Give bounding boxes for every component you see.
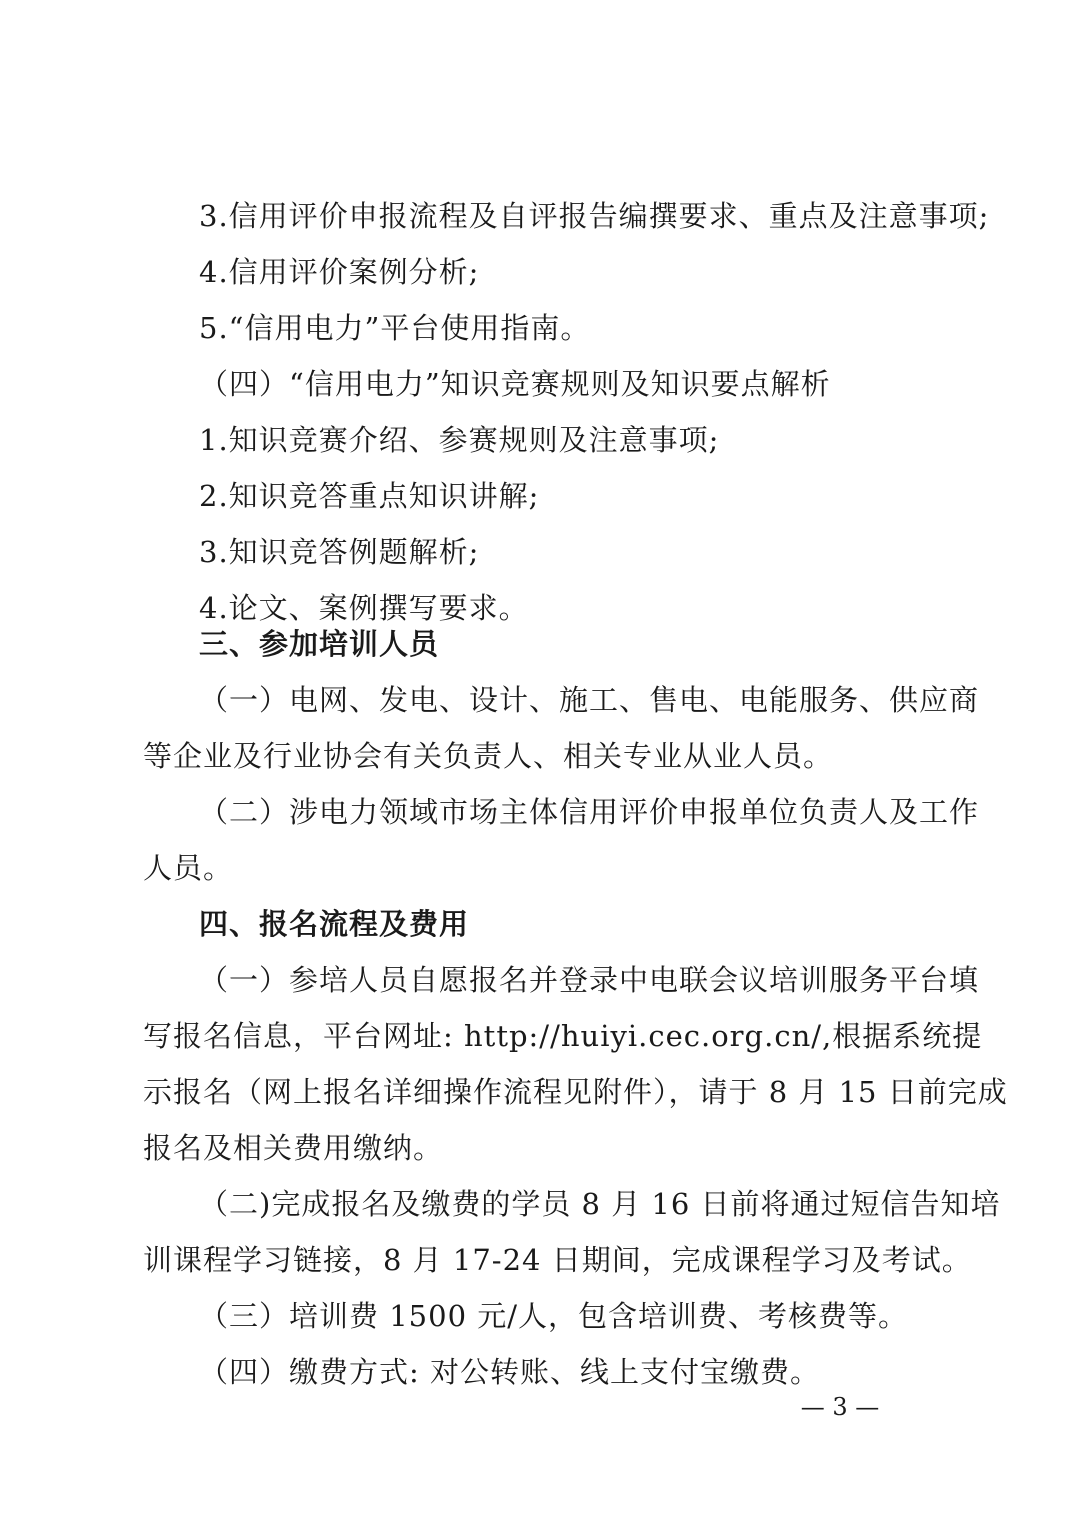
- section-heading: 四、报名流程及费用: [199, 907, 470, 941]
- text-line: 4.信用评价案例分析;: [199, 255, 480, 289]
- text-line: 人员。: [143, 851, 234, 885]
- text-line: 3.知识竞答例题解析;: [199, 535, 480, 569]
- text-line: 3.信用评价申报流程及自评报告编撰要求、重点及注意事项;: [199, 199, 990, 233]
- text-line: （四）缴费方式: 对公转账、线上支付宝缴费。: [199, 1355, 820, 1389]
- text-line: 5.“信用电力”平台使用指南。: [199, 311, 591, 345]
- section-heading: 三、参加培训人员: [199, 627, 440, 661]
- text-line: 等企业及行业协会有关负责人、相关专业从业人员。: [143, 739, 834, 773]
- page-number: — 3 —: [800, 1393, 880, 1421]
- text-line: 训课程学习链接，8 月 17-24 日期间，完成课程学习及考试。: [143, 1243, 972, 1277]
- text-line: 2.知识竞答重点知识讲解;: [199, 479, 540, 513]
- text-line: （一）参培人员自愿报名并登录中电联会议培训服务平台填: [199, 963, 980, 997]
- text-line: （一）电网、发电、设计、施工、售电、电能服务、供应商: [199, 683, 980, 717]
- text-line: 示报名（网上报名详细操作流程见附件），请于 8 月 15 日前完成: [143, 1075, 1008, 1109]
- text-line: （二)完成报名及缴费的学员 8 月 16 日前将通过短信告知培: [199, 1187, 1001, 1221]
- text-line: 报名及相关费用缴纳。: [143, 1131, 444, 1165]
- text-line: 写报名信息，平台网址: http://huiyi.cec.org.cn/,根据系统提: [143, 1019, 983, 1053]
- text-line: （四）“信用电力”知识竞赛规则及知识要点解析: [199, 367, 831, 401]
- text-line: （三）培训费 1500 元/人，包含培训费、考核费等。: [199, 1299, 909, 1333]
- text-line: 1.知识竞赛介绍、参赛规则及注意事项;: [199, 423, 720, 457]
- text-line: 4.论文、案例撰写要求。: [199, 591, 529, 625]
- text-line: （二）涉电力领域市场主体信用评价申报单位负责人及工作: [199, 795, 980, 829]
